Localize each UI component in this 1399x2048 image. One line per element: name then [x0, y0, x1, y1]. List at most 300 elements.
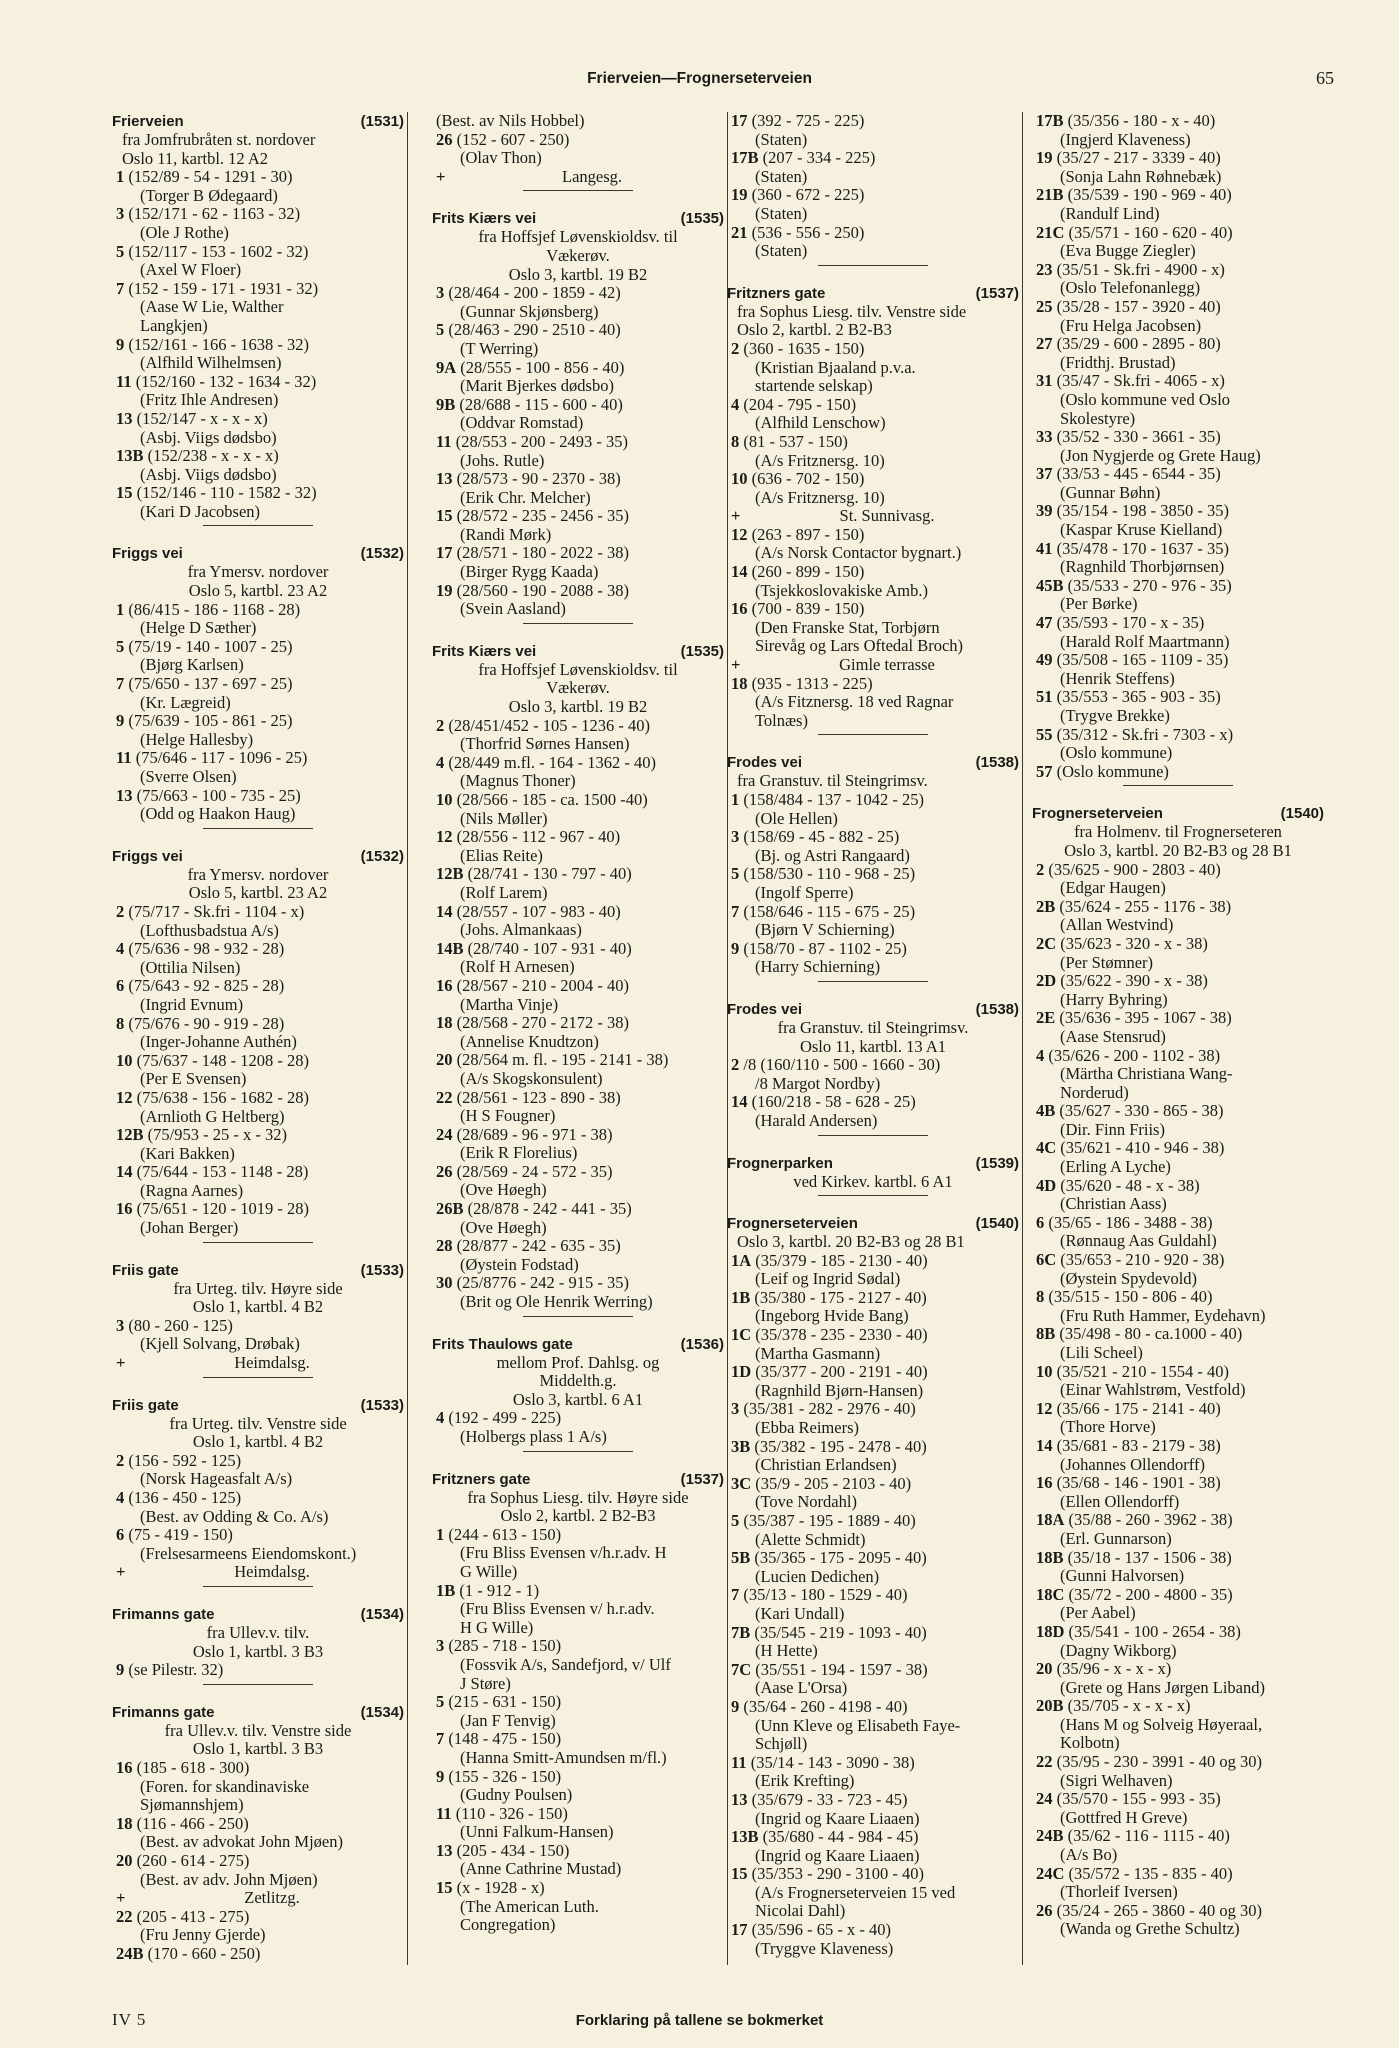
owner-name: (Staten): [755, 241, 808, 261]
property-values: (192 - 499 - 225): [448, 1408, 562, 1428]
property-entry: [1032, 651, 1324, 688]
property-values: (35/18 - 137 - 1506 - 38): [1067, 1547, 1232, 1567]
property-entry: [1032, 1660, 1324, 1697]
property-values: (205 - 413 - 275): [136, 1906, 250, 1926]
property-entry: [432, 1582, 724, 1638]
property-values: (75/650 - 137 - 697 - 25): [128, 674, 293, 694]
owner-name: (Fossvik A/s, Sandefjord, v/ Ulf J Støre): [460, 1654, 671, 1693]
property-values: (28/566 - 185 - ca. 1500 -40): [456, 790, 648, 809]
owner-name: (A/s Norsk Contactor bygnart.): [755, 543, 962, 563]
property-entry: [112, 336, 404, 373]
property-values: (35/72 - 200 - 4800 - 35): [1068, 1584, 1233, 1604]
property-values: (28/688 - 115 - 600 - 40): [459, 394, 623, 414]
property-entry: [432, 717, 724, 754]
house-number: 18: [731, 673, 748, 693]
house-number: 19: [731, 185, 748, 205]
property-entry: [727, 1093, 1019, 1130]
street-code: (1536): [680, 1335, 724, 1353]
property-entry: [112, 1052, 404, 1089]
property-entry: [1032, 1790, 1324, 1827]
property-entry: [727, 1400, 1019, 1437]
street-name: Friggs vei: [112, 847, 183, 865]
owner-name: (Holbergs plass 1 A/s): [460, 1427, 607, 1446]
owner-name: (Kristian Bjaaland p.v.a. startende selskap): [755, 357, 916, 396]
property-entry: [727, 396, 1019, 433]
property-entry: [432, 1163, 724, 1200]
house-number: 16: [116, 1757, 133, 1777]
property-entry: [432, 1237, 724, 1274]
street-code: (1534): [360, 1703, 404, 1721]
owner-name: (Odd og Haakon Haug): [140, 804, 296, 824]
house-number: 4: [436, 752, 445, 772]
house-number: 41: [1036, 538, 1053, 558]
house-number: 10: [116, 1050, 133, 1070]
cross-street: [727, 656, 1019, 675]
owner-name: (Kjell Solvang, Drøbak): [140, 1334, 300, 1354]
house-number: 1B: [731, 1287, 751, 1307]
owner-name: (Alfhild Lenschow): [755, 413, 886, 433]
street-code: (1538): [975, 1000, 1019, 1018]
property-entry: [1032, 428, 1324, 465]
owner-name: (A/s Bo): [1060, 1845, 1118, 1865]
street-header: [727, 753, 1019, 772]
property-entry: [727, 791, 1019, 828]
property-values: (204 - 795 - 150): [743, 394, 857, 414]
house-number: 45B: [1036, 575, 1064, 595]
property-values: (75/663 - 100 - 735 - 25): [136, 785, 301, 805]
house-number: 26: [1036, 1900, 1053, 1920]
house-number: 17B: [1036, 111, 1064, 130]
house-number: 2: [436, 715, 445, 735]
property-entry: [727, 1791, 1019, 1828]
street-name: Frits Kiærs vei: [432, 210, 537, 228]
property-values: (636 - 702 - 150): [751, 469, 865, 489]
property-entry: [727, 563, 1019, 600]
section-end-rule: [1123, 785, 1233, 786]
street-section: [727, 112, 1019, 266]
owner-name: (Staten): [755, 129, 808, 149]
house-number: 13: [731, 1789, 748, 1809]
house-number: 1D: [731, 1362, 752, 1382]
property-entry: [1032, 1214, 1324, 1251]
property-values: (28/689 - 96 - 971 - 38): [456, 1124, 613, 1144]
owner-name: (Randi Mørk): [460, 524, 552, 544]
street-description: fra Urteg. tilv. Høyre side Oslo 1, kartbl. 4 B2: [173, 1278, 343, 1317]
property-entry: [432, 865, 724, 902]
property-values: (Best. av Nils Hobbel): [436, 111, 585, 130]
owner-name: (Gunni Halvorsen): [1060, 1566, 1185, 1586]
property-values: (35/95 - 230 - 3991 - 40 og 30): [1056, 1752, 1262, 1772]
cross-plus-icon: +: [116, 1353, 126, 1373]
property-values: (35/653 - 210 - 920 - 38): [1060, 1250, 1225, 1270]
property-values: (158/70 - 87 - 1102 - 25): [743, 938, 907, 958]
street-header: [112, 1703, 404, 1722]
property-entry: [112, 1759, 404, 1815]
property-values: (28/464 - 200 - 1859 - 42): [448, 283, 621, 303]
street-header: [432, 1335, 724, 1354]
house-number: 13B: [116, 446, 144, 466]
property-values: (152/160 - 132 - 1634 - 32): [135, 371, 317, 391]
house-number: 3: [436, 283, 445, 303]
section-end-rule: [818, 734, 928, 735]
property-entry: [1032, 1288, 1324, 1325]
property-values: (35/28 - 157 - 3920 - 40): [1056, 296, 1221, 316]
owner-name: (Inger-Johanne Authén): [140, 1032, 297, 1052]
owner-name: (Ingrid og Kaare Liaaen): [755, 1808, 920, 1828]
house-number: 12B: [436, 864, 464, 884]
house-number: 14: [436, 901, 453, 921]
owner-name: (Kari Undall): [755, 1603, 845, 1623]
property-values: (35/553 - 365 - 903 - 35): [1056, 687, 1221, 707]
house-number: 16: [436, 975, 453, 995]
cross-plus-icon: +: [731, 655, 741, 675]
house-number: 2: [731, 1055, 740, 1075]
owner-name: (Frelsesarmeens Eiendomskont.): [140, 1543, 357, 1563]
property-entry: [432, 1089, 724, 1126]
property-values: (35/533 - 270 - 976 - 35): [1067, 575, 1232, 595]
property-values: (170 - 660 - 250): [147, 1943, 261, 1963]
property-values: (35/382 - 195 - 2478 - 40): [754, 1436, 927, 1456]
property-values: (35/52 - 330 - 3661 - 35): [1056, 427, 1221, 447]
cross-street-name: Langesg.: [561, 166, 623, 186]
section-end-rule: [203, 1242, 313, 1243]
property-entry: [112, 280, 404, 336]
section-end-rule: [203, 525, 313, 526]
property-values: (158/69 - 45 - 882 - 25): [743, 827, 900, 847]
owner-name: (Øystein Spydevold): [1060, 1268, 1198, 1288]
property-values: (28/878 - 242 - 441 - 35): [467, 1199, 632, 1219]
street-section: [727, 1154, 1019, 1197]
property-entry: [112, 1815, 404, 1852]
house-number: 13: [116, 408, 133, 428]
property-entry: [727, 1252, 1019, 1289]
street-section: [112, 1396, 404, 1587]
property-entry: [432, 1014, 724, 1051]
property-entry: [1032, 935, 1324, 972]
house-number: 7: [731, 901, 740, 921]
house-number: 20B: [1036, 1696, 1064, 1716]
property-values: (35/508 - 165 - 1109 - 35): [1056, 650, 1229, 670]
house-number: 10: [1036, 1361, 1053, 1381]
owner-name: (Oslo kommune ved Oslo Skolestyre): [1060, 389, 1231, 428]
property-values: (75/717 - Sk.fri - 1104 - x): [128, 901, 305, 921]
section-end-rule: [523, 1316, 633, 1317]
owner-name: (Thorfrid Sørnes Hansen): [460, 734, 630, 754]
house-number: 14B: [436, 938, 464, 958]
page-header-title: Frierveien—Frognerseterveien: [587, 70, 812, 87]
property-entry: [112, 1489, 404, 1526]
street-name: Frimanns gate: [112, 1605, 215, 1623]
property-entry: [1032, 1623, 1324, 1660]
owner-name: (Martha Vinje): [460, 994, 559, 1014]
house-number: 11: [116, 371, 132, 391]
property-entry: [727, 149, 1019, 186]
property-entry: [1032, 1474, 1324, 1511]
house-number: 24B: [116, 1943, 144, 1963]
street-description: mellom Prof. Dahlsg. og Middelth.g. Oslo 3, kartbl. 6 A1: [496, 1352, 660, 1409]
street-header: [727, 1214, 1019, 1233]
owner-name: (Martha Gasmann): [755, 1343, 881, 1363]
owner-name: (Kari D Jacobsen): [140, 501, 261, 521]
owner-name: (Oslo kommune): [1060, 743, 1173, 763]
owner-name: (Johan Berger): [140, 1218, 239, 1238]
owner-name: (Svein Aasland): [460, 599, 566, 619]
house-number: 19: [436, 580, 453, 600]
house-number: 19: [1036, 148, 1053, 168]
property-entry: [112, 675, 404, 712]
property-values: (35/622 - 390 - x - 38): [1060, 971, 1208, 991]
property-entry: [432, 977, 724, 1014]
section-end-rule: [523, 623, 633, 624]
owner-name: (Aase Stensrud): [1060, 1026, 1166, 1046]
property-entry: [1032, 149, 1324, 186]
footer-note: Forklaring på tallene se bokmerket: [575, 2012, 824, 2029]
property-values: (75/644 - 153 - 1148 - 28): [136, 1162, 309, 1182]
property-entry: [112, 940, 404, 977]
property-values: (215 - 631 - 150): [448, 1692, 562, 1712]
owner-name: (Unn Kleve og Elisabeth Faye- Schjøll): [755, 1715, 961, 1754]
property-entry: [1032, 577, 1324, 614]
house-number: 31: [1036, 371, 1053, 391]
property-values: (86/415 - 186 - 1168 - 28): [128, 599, 301, 619]
street-header: [727, 1154, 1019, 1173]
house-number: 5: [436, 320, 445, 340]
owner-name: (Best. av advokat John Mjøen): [140, 1832, 344, 1852]
street-section: [1032, 112, 1324, 786]
house-number: 15: [116, 483, 133, 503]
property-values: (285 - 718 - 150): [448, 1636, 562, 1656]
owner-name: (Fru Bliss Evensen v/h.r.adv. H G Wille): [460, 1543, 667, 1581]
property-values: (35/680 - 44 - 984 - 45): [762, 1827, 919, 1847]
property-values: (28/573 - 90 - 2370 - 38): [456, 469, 621, 489]
property-values: (35/545 - 219 - 1093 - 40): [754, 1622, 927, 1642]
property-entry: [727, 1475, 1019, 1512]
property-values: (700 - 839 - 150): [751, 599, 865, 619]
section-end-rule: [203, 828, 313, 829]
street-description: fra Ymersv. nordover Oslo 5, kartbl. 23 A2: [187, 562, 329, 601]
property-values: (35/64 - 260 - 4198 - 40): [743, 1696, 908, 1716]
house-number: 1: [731, 790, 740, 809]
owner-name: (Sonja Lahn Røhnebæk): [1060, 166, 1222, 186]
house-number: 12B: [116, 1125, 144, 1145]
property-values: (28/449 m.fl. - 164 - 1362 - 40): [448, 752, 656, 772]
property-values: (35/627 - 330 - 865 - 38): [1059, 1101, 1224, 1121]
section-end-rule: [523, 1451, 633, 1452]
property-values: (136 - 450 - 125): [128, 1488, 242, 1507]
owner-name: (Sverre Olsen): [140, 767, 237, 786]
property-entry: [432, 1126, 724, 1163]
house-number: 24: [1036, 1789, 1053, 1809]
property-entry: [1032, 1102, 1324, 1139]
property-entry: [1032, 726, 1324, 763]
property-values: (35/626 - 200 - 1102 - 38): [1048, 1045, 1221, 1065]
street-code: (1533): [360, 1261, 404, 1279]
property-entry: [1032, 186, 1324, 223]
property-entry: [112, 712, 404, 749]
house-number: 5B: [731, 1548, 751, 1568]
property-entry: [1032, 1139, 1324, 1176]
owner-name: (Per Stømner): [1060, 952, 1154, 972]
property-values: (33/53 - 445 - 6544 - 35): [1056, 464, 1221, 484]
property-entry: [1032, 1511, 1324, 1548]
owner-name: (Magnus Thoner): [460, 771, 576, 791]
house-number: 4: [436, 1408, 445, 1428]
house-number: 6: [116, 976, 125, 996]
street-section: [112, 1261, 404, 1378]
house-number: 4B: [1036, 1101, 1056, 1121]
house-number: 12: [731, 524, 748, 544]
house-number: 2C: [1036, 933, 1057, 953]
property-entry: [1032, 1177, 1324, 1214]
street-code: (1531): [360, 113, 404, 130]
owner-name: (Gottfred H Greve): [1060, 1807, 1188, 1827]
property-values: (155 - 326 - 150): [448, 1766, 562, 1786]
property-values: (35/65 - 186 - 3488 - 38): [1048, 1212, 1213, 1232]
property-entry: [432, 1730, 724, 1767]
house-number: 21B: [1036, 185, 1064, 205]
cross-street-name: Zetlitzg.: [244, 1888, 300, 1908]
owner-name: (Fritz Ihle Andresen): [140, 390, 279, 410]
house-number: 17: [731, 1920, 748, 1940]
property-values: (35/570 - 155 - 993 - 35): [1056, 1789, 1221, 1809]
property-values: (75 - 419 - 150): [128, 1525, 233, 1545]
property-values: (35/47 - Sk.fri - 4065 - x): [1056, 371, 1225, 391]
house-number: 23: [1036, 259, 1053, 279]
owner-name: (Per Aabel): [1060, 1603, 1136, 1623]
street-code: (1535): [680, 642, 724, 660]
owner-name: (Hans M og Solveig Høyeraal, Kolbotn): [1060, 1714, 1263, 1753]
street-description: fra Sophus Liesg. tilv. Høyre side Oslo 2, kartbl. 2 B2-B3: [467, 1487, 689, 1526]
house-number: 9B: [436, 394, 456, 414]
owner-name: (Asbj. Viigs dødsbo): [140, 464, 277, 484]
house-number: 10: [731, 469, 748, 489]
property-entry: [727, 903, 1019, 940]
house-number: 7: [116, 674, 125, 694]
property-entry: [432, 1274, 724, 1311]
owner-name: (Jon Nygjerde og Grete Haug): [1060, 445, 1261, 465]
cross-street: [112, 1889, 404, 1908]
owner-name: (Aase L'Orsa): [755, 1678, 848, 1698]
house-number: 11: [731, 1752, 747, 1772]
house-number: 57: [1036, 761, 1053, 781]
property-values: (935 - 1313 - 225): [751, 673, 873, 693]
owner-name: (Dagny Wikborg): [1060, 1640, 1177, 1660]
street-section: [432, 209, 724, 623]
house-number: 33: [1036, 427, 1053, 447]
property-values: (75/636 - 98 - 932 - 28): [128, 939, 285, 959]
house-number: 14: [731, 1092, 748, 1112]
house-number: 12: [1036, 1398, 1053, 1418]
street-name: Frognerparken: [727, 1154, 833, 1172]
street-name: Frognerseterveien: [1032, 805, 1163, 823]
property-entry: [1032, 502, 1324, 539]
owner-name: (Torger B Ødegaard): [140, 185, 278, 205]
property-values: (35/62 - 116 - 1115 - 40): [1067, 1826, 1230, 1846]
property-entry: [432, 284, 724, 321]
property-entry: [112, 749, 404, 786]
house-number: 20: [436, 1050, 453, 1070]
property-entry: [112, 1163, 404, 1200]
property-entry: [727, 1056, 1019, 1093]
street-header: [432, 209, 724, 228]
column-2: [432, 112, 724, 1935]
owner-name: (Ellen Ollendorff): [1060, 1491, 1180, 1511]
cross-plus-icon: +: [436, 166, 446, 186]
owner-name: (Kaspar Kruse Kielland): [1060, 520, 1223, 540]
street-description: fra Granstuv. til Steingrimsv.: [737, 771, 928, 791]
property-entry: [1032, 465, 1324, 502]
property-values: (28/567 - 210 - 2004 - 40): [456, 975, 629, 995]
house-number: 13: [436, 469, 453, 489]
house-number: 2: [731, 338, 740, 358]
property-entry: [1032, 763, 1324, 782]
house-number: 4: [116, 1488, 125, 1507]
property-entry: [1032, 224, 1324, 261]
house-number: 4D: [1036, 1175, 1057, 1195]
house-number: 27: [1036, 334, 1053, 354]
street-header: [1032, 804, 1324, 823]
owner-name: (Johs. Rutle): [460, 450, 545, 470]
owner-name: (Helge Hallesby): [140, 729, 254, 749]
owner-name: (Oslo Telefonanlegg): [1060, 278, 1201, 298]
street-description: fra Ullev.v. tilv. Oslo 1, kartbl. 3 B3: [192, 1622, 324, 1661]
owner-name: (Gunnar Bøhn): [1060, 482, 1161, 502]
property-entry: [1032, 1009, 1324, 1046]
house-number: 20: [116, 1850, 133, 1870]
property-entry: [1032, 1586, 1324, 1623]
street-name: Friis gate: [112, 1261, 179, 1279]
house-number: 3: [731, 827, 740, 847]
property-entry: [1032, 1400, 1324, 1437]
property-values: (158/646 - 115 - 675 - 25): [743, 901, 916, 921]
property-values: (35/624 - 255 - 1176 - 38): [1059, 896, 1232, 916]
house-number: 1A: [731, 1250, 752, 1270]
property-values: (35/539 - 190 - 969 - 40): [1067, 185, 1232, 205]
property-values: (207 - 334 - 225): [762, 148, 876, 168]
house-number: 37: [1036, 464, 1053, 484]
property-entry: [727, 433, 1019, 470]
owner-name: (Ragnhild Thorbjørnsen): [1060, 557, 1225, 577]
owner-name: (Rønnaug Aas Guldahl): [1060, 1231, 1217, 1251]
owner-name: (Den Franske Stat, Torbjørn Sirevåg og Lars Oftedal Broch): [755, 617, 964, 656]
owner-name: (Allan Westvind): [1060, 915, 1174, 935]
property-entry: [112, 1908, 404, 1945]
house-number: 17: [436, 543, 453, 563]
property-entry: [727, 1289, 1019, 1326]
property-values: (25/8776 - 242 - 915 - 35): [456, 1273, 629, 1293]
house-number: 2: [116, 901, 125, 921]
house-number: 6C: [1036, 1250, 1057, 1270]
house-number: 39: [1036, 501, 1053, 521]
owner-name: (Bjørg Karlsen): [140, 655, 244, 675]
owner-name: (Elias Reite): [460, 845, 543, 865]
column-3: [727, 112, 1019, 1958]
column-1: [112, 112, 404, 1963]
property-entry: [727, 1921, 1019, 1958]
street-code: (1533): [360, 1396, 404, 1414]
street-code: (1539): [975, 1154, 1019, 1172]
property-values: (se Pilestr. 32): [128, 1660, 224, 1680]
owner-name: (Gunnar Skjønsberg): [460, 301, 599, 321]
house-number: 21C: [1036, 222, 1065, 242]
owner-name: (Per E Svensen): [140, 1069, 247, 1089]
property-values: (260 - 899 - 150): [751, 562, 865, 582]
house-number: 2: [1036, 859, 1045, 879]
cross-plus-icon: +: [116, 1888, 126, 1908]
property-entry: [727, 865, 1019, 902]
street-section: [432, 642, 724, 1317]
street-section: [727, 284, 1019, 736]
